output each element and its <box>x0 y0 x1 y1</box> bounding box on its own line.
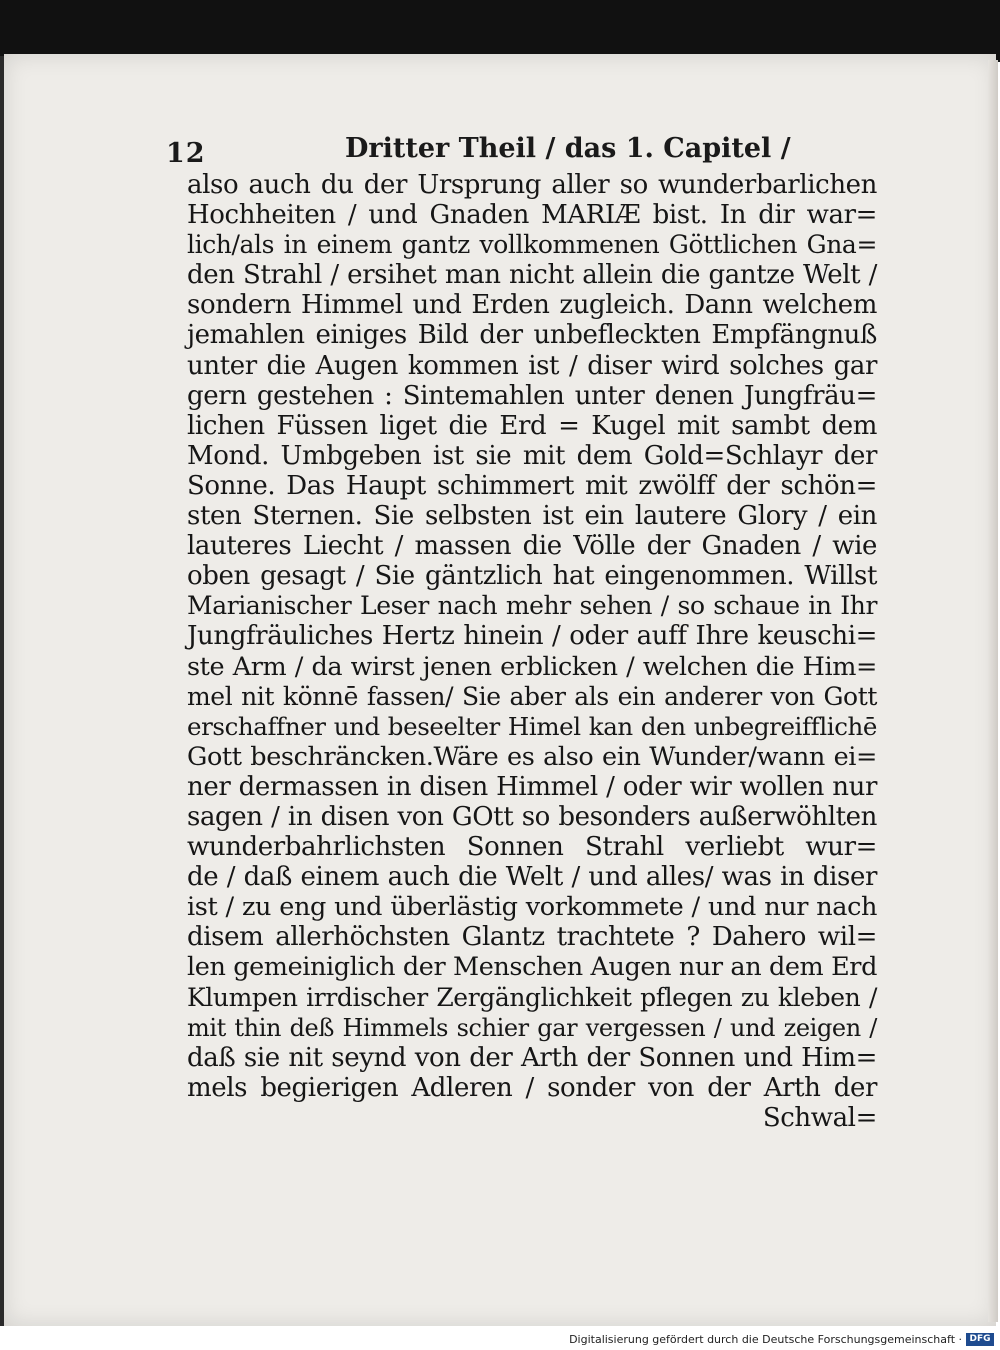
funding-credit: Digitalisierung gefördert durch die Deutsche Forschungsgemeinschaft · <box>569 1333 962 1346</box>
text-line: sten Sternen. Sie selbsten ist ein lautere Glory / ein <box>187 501 877 532</box>
text-line: Mond. Umbgeben ist sie mit dem Gold=Schlayr der <box>187 440 877 471</box>
text-line: jemahlen einiges Bild der unbefleckten Empfängnuß <box>187 320 877 351</box>
text-line: ner dermassen in disen Himmel / oder wir wollen nur <box>187 771 877 802</box>
text-line: den Strahl / ersihet man nicht allein die gantze Welt / <box>187 260 877 291</box>
text-line: Sonne. Das Haupt schimmert mit zwölff der schön= <box>187 470 877 501</box>
text-line: unter die Augen kommen ist / diser wird solches gar <box>187 350 877 381</box>
scan-background-top <box>0 0 1000 62</box>
catchword: Schwal= <box>762 1102 877 1133</box>
body-text <box>187 170 877 1133</box>
text-line: ste Arm / da wirst jenen erblicken / welchen die Him= <box>187 651 877 682</box>
text-line: Marianischer Leser nach mehr sehen / so schaue in Ihr <box>187 591 877 621</box>
text-line: oben gesagt / Sie gäntzlich hat eingenommen. Willst <box>187 561 877 592</box>
text-line: de / daß einem auch die Welt / und alles/ was in diser <box>187 862 877 893</box>
text-line: sagen / in disen von GOtt so besonders außerwöhlten <box>187 801 877 832</box>
page-number: 12 <box>166 138 206 169</box>
text-line: Klumpen irrdischer Zergänglichkeit pflegen zu kleben / <box>187 982 877 1012</box>
text-line: ist / zu eng und überlästig vorkommete / und nur nach <box>187 892 877 923</box>
text-line: erschaffner und beseelter Himel kan den unbegreifflichē <box>187 711 877 741</box>
text-line: wunderbahrlichsten Sonnen Strahl verliebt wur= <box>187 832 877 863</box>
text-line: daß sie nit seynd von der Arth der Sonnen und Him= <box>187 1042 877 1073</box>
dfg-logo-icon: DFG <box>966 1333 994 1346</box>
running-head: Dritter Theil / das 1. Capitel / <box>345 133 791 164</box>
text-line: Jungfräuliches Hertz hinein / oder auff Ihre keuschi= <box>187 621 877 652</box>
text-line: lauteres Liecht / massen die Völle der Gnaden / wie <box>187 531 877 562</box>
text-line: lich/als in einem gantz vollkommenen Göttlichen Gna= <box>187 230 877 260</box>
text-line: mels begierigen Adleren / sonder von der Arth der <box>187 1072 877 1103</box>
text-line: len gemeiniglich der Menschen Augen nur an dem Erd <box>187 952 877 983</box>
page-edge <box>988 60 998 1322</box>
text-line: lichen Füssen liget die Erd = Kugel mit sambt dem <box>187 410 877 441</box>
text-line: gern gestehen : Sintemahlen unter denen Jungfräu= <box>187 380 877 411</box>
text-line: Gott beschräncken.Wäre es also ein Wunder/wann ei= <box>187 741 877 772</box>
text-line: mel nit könnē fassen/ Sie aber als ein anderer von Gott <box>187 681 877 711</box>
text-line: sondern Himmel und Erden zugleich. Dann welchem <box>187 290 877 321</box>
text-line: Hochheiten / und Gnaden MARIÆ bist. In dir war= <box>187 200 877 231</box>
text-line: mit thin deß Himmels schier gar vergessen / und zeigen / <box>187 1013 877 1042</box>
text-line: disem allerhöchsten Glantz trachtete ? Dahero wil= <box>187 922 877 953</box>
text-line: also auch du der Ursprung aller so wunderbarlichen <box>187 170 877 200</box>
